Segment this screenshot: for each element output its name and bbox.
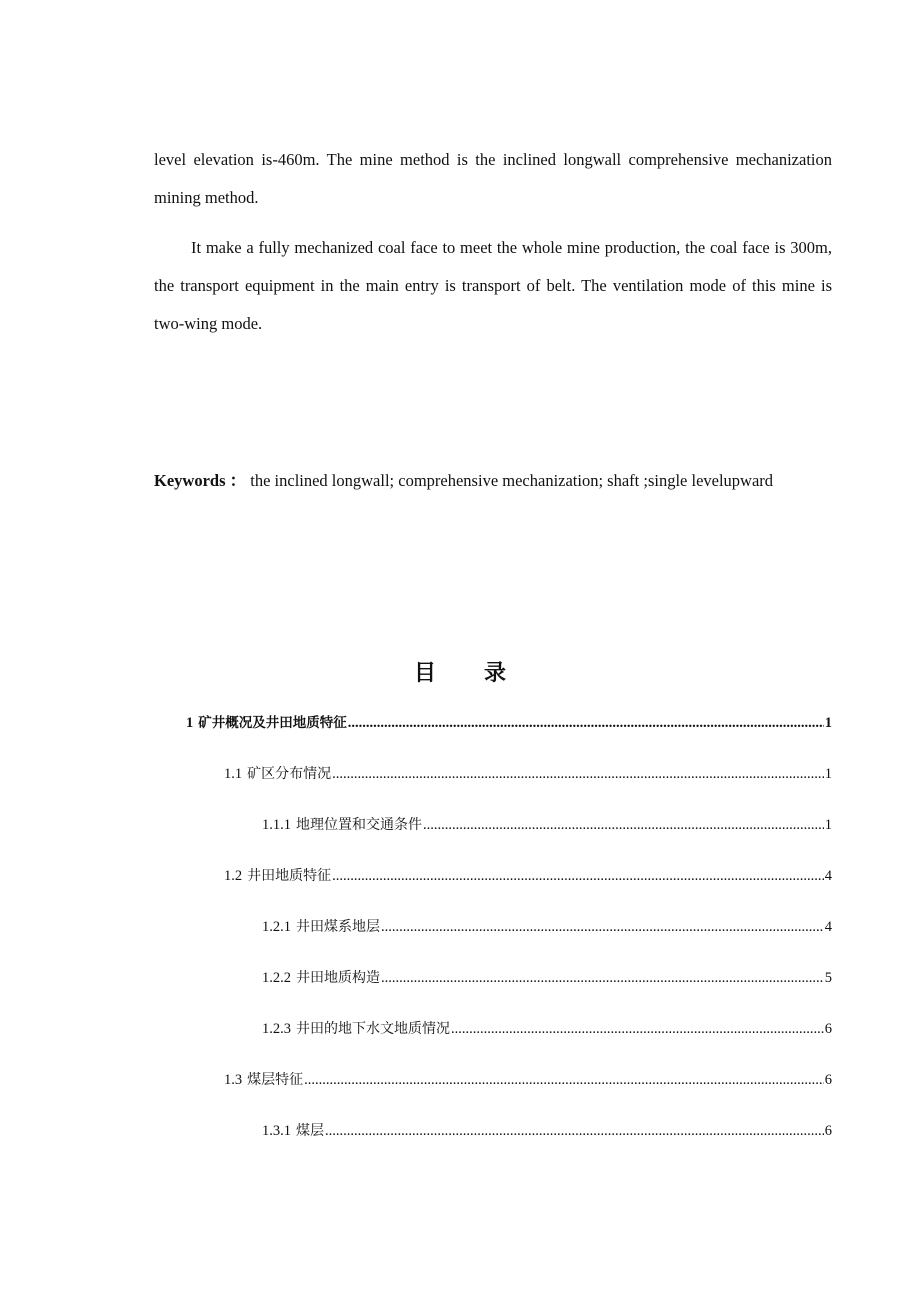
toc-entry-number: 1.1 xyxy=(224,766,243,782)
toc-leader-dots xyxy=(332,764,824,784)
toc-entry[interactable] xyxy=(262,1019,832,1039)
abstract-paragraph-1: level elevation is-460m. The mine method is the inclined longwall comprehensive mechanization mining method. xyxy=(154,150,832,207)
toc-entry-number: 1.1.1 xyxy=(262,817,291,833)
toc-entry-page: 6 xyxy=(824,1021,832,1037)
toc-leader-dots xyxy=(325,1121,824,1141)
toc-entry-page: 5 xyxy=(824,970,832,986)
toc-entry-page: 6 xyxy=(824,1123,832,1139)
keywords-paragraph xyxy=(154,462,832,500)
toc-entry-label: 煤层 xyxy=(296,1123,324,1139)
toc-entry-label: 井田地质特征 xyxy=(247,868,332,884)
toc-entry[interactable] xyxy=(224,866,832,886)
toc-leader-dots xyxy=(348,713,824,733)
toc-entry[interactable] xyxy=(224,764,832,784)
toc-entry[interactable] xyxy=(262,917,832,937)
toc-entry[interactable] xyxy=(224,1070,832,1090)
toc-entry-page: 1 xyxy=(824,766,832,782)
abstract-paragraph-2: It make a fully mechanized coal face to meet the whole mine production, the coal face is 300m, the transport equipment in the main entry is transport of belt. The ventilation mode of this mine is two-wing mode. xyxy=(154,238,832,333)
toc-entry[interactable] xyxy=(262,1121,832,1141)
toc-entry-number: 1.2.3 xyxy=(262,1021,291,1037)
toc-entry-page: 1 xyxy=(824,817,832,833)
toc-leader-dots xyxy=(451,1019,824,1039)
toc-entry-label: 矿区分布情况 xyxy=(247,766,332,782)
toc-entry-page: 1 xyxy=(824,715,832,731)
toc-entry-page: 6 xyxy=(824,1072,832,1088)
toc-entry-label: 井田煤系地层 xyxy=(296,919,380,935)
toc-entry-page: 4 xyxy=(824,868,832,884)
toc-entry-label: 井田地质构造 xyxy=(296,970,380,986)
toc-title: 目录 xyxy=(413,661,554,686)
toc-leader-dots xyxy=(423,815,824,835)
toc-entry-number: 1.3.1 xyxy=(262,1123,291,1139)
keywords-label: Keywords ： xyxy=(154,471,247,490)
toc-entry-label: 矿井概况及井田地质特征 xyxy=(198,715,347,731)
toc-entry-number: 1.2.1 xyxy=(262,919,291,935)
toc-leader-dots xyxy=(381,917,824,937)
toc-entry-page: 4 xyxy=(824,919,832,935)
toc-entry[interactable] xyxy=(186,713,832,733)
toc-entry-label: 地理位置和交通条件 xyxy=(296,817,422,833)
toc-entry[interactable] xyxy=(262,815,832,835)
toc-leader-dots xyxy=(381,968,824,988)
toc-entry[interactable] xyxy=(262,968,832,988)
toc-entry-number: 1.2 xyxy=(224,868,243,884)
toc-entry-number: 1.3 xyxy=(224,1072,243,1088)
keywords-text: the inclined longwall; comprehensive mechanization; shaft ;single levelupward xyxy=(250,471,774,490)
toc-entry-number: 1 xyxy=(186,715,194,731)
toc-entry-number: 1.2.2 xyxy=(262,970,291,986)
toc-entry-label: 井田的地下水文地质情况 xyxy=(296,1021,450,1037)
toc-leader-dots xyxy=(332,866,824,886)
toc-entry-label: 煤层特征 xyxy=(247,1072,304,1088)
toc-leader-dots xyxy=(304,1070,824,1090)
